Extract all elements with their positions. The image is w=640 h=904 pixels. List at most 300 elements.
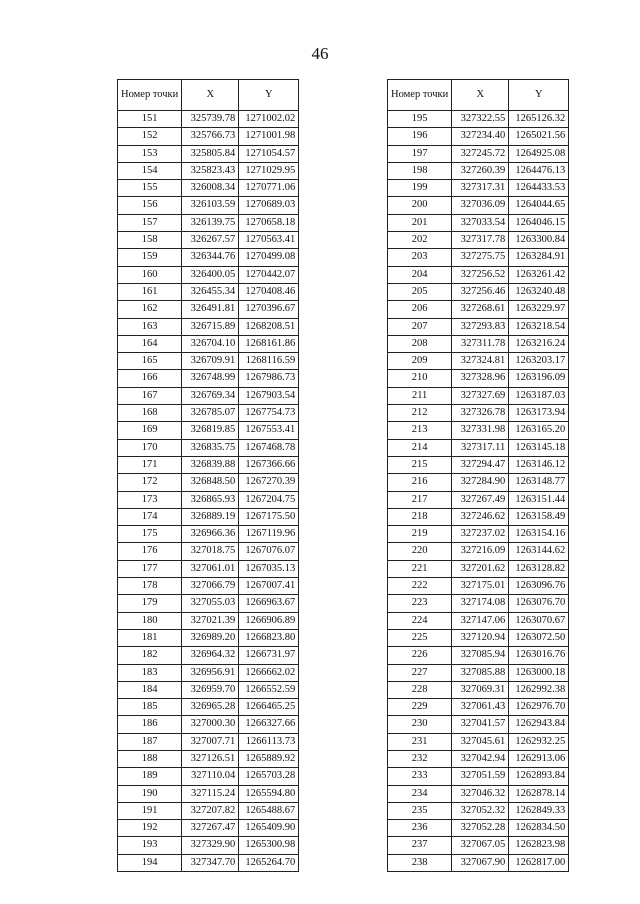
point-number-cell: 219 <box>388 526 452 543</box>
x-cell: 327311.78 <box>452 335 509 352</box>
x-cell: 326400.05 <box>182 266 239 283</box>
table-row <box>388 387 569 404</box>
point-number-cell: 223 <box>388 595 452 612</box>
y-cell: 1265300.98 <box>239 837 299 854</box>
x-cell: 327147.06 <box>452 612 509 629</box>
y-cell: 1265021.56 <box>509 128 569 145</box>
point-number-cell: 218 <box>388 508 452 525</box>
y-cell: 1266823.80 <box>239 629 299 646</box>
y-cell: 1267204.75 <box>239 491 299 508</box>
table-row <box>388 837 569 854</box>
y-cell: 1263148.77 <box>509 474 569 491</box>
x-cell: 327284.90 <box>452 474 509 491</box>
table-row <box>118 301 299 318</box>
table-row <box>118 128 299 145</box>
table-row <box>118 145 299 162</box>
x-cell: 327317.31 <box>452 180 509 197</box>
table-row <box>118 750 299 767</box>
y-cell: 1264433.53 <box>509 180 569 197</box>
table-row <box>118 508 299 525</box>
y-cell: 1263261.42 <box>509 266 569 283</box>
x-cell: 327324.81 <box>452 353 509 370</box>
table-row <box>118 664 299 681</box>
table-row <box>388 232 569 249</box>
point-number-cell: 175 <box>118 526 182 543</box>
y-cell: 1263229.97 <box>509 301 569 318</box>
point-number-cell: 212 <box>388 405 452 422</box>
table-row <box>388 474 569 491</box>
table-row <box>388 491 569 508</box>
table-row <box>388 802 569 819</box>
x-cell: 326819.85 <box>182 422 239 439</box>
y-cell: 1266731.97 <box>239 647 299 664</box>
point-number-cell: 182 <box>118 647 182 664</box>
header-x: X <box>182 80 239 111</box>
y-cell: 1271054.57 <box>239 145 299 162</box>
point-number-cell: 180 <box>118 612 182 629</box>
table-row <box>388 128 569 145</box>
y-cell: 1264476.13 <box>509 162 569 179</box>
table-row <box>118 560 299 577</box>
y-cell: 1265594.80 <box>239 785 299 802</box>
point-number-cell: 198 <box>388 162 452 179</box>
table-row <box>118 716 299 733</box>
x-cell: 327036.09 <box>452 197 509 214</box>
point-number-cell: 154 <box>118 162 182 179</box>
point-number-cell: 184 <box>118 681 182 698</box>
point-number-cell: 238 <box>388 854 452 871</box>
point-number-cell: 170 <box>118 439 182 456</box>
point-number-cell: 231 <box>388 733 452 750</box>
point-number-cell: 201 <box>388 214 452 231</box>
y-cell: 1271001.98 <box>239 128 299 145</box>
y-cell: 1263096.76 <box>509 578 569 595</box>
table-row <box>388 456 569 473</box>
table-row <box>388 733 569 750</box>
table-row <box>388 543 569 560</box>
x-cell: 327216.09 <box>452 543 509 560</box>
y-cell: 1267270.39 <box>239 474 299 491</box>
y-cell: 1266113.73 <box>239 733 299 750</box>
table-row <box>118 370 299 387</box>
x-cell: 327110.04 <box>182 768 239 785</box>
y-cell: 1265264.70 <box>239 854 299 871</box>
x-cell: 326267.57 <box>182 232 239 249</box>
point-number-cell: 168 <box>118 405 182 422</box>
table-row <box>118 699 299 716</box>
y-cell: 1263000.18 <box>509 664 569 681</box>
table-row <box>118 387 299 404</box>
x-cell: 326965.28 <box>182 699 239 716</box>
table-row <box>118 318 299 335</box>
point-number-cell: 200 <box>388 197 452 214</box>
table-row <box>118 768 299 785</box>
table-row <box>388 162 569 179</box>
point-number-cell: 179 <box>118 595 182 612</box>
point-number-cell: 233 <box>388 768 452 785</box>
point-number-cell: 203 <box>388 249 452 266</box>
x-cell: 327268.61 <box>452 301 509 318</box>
y-cell: 1263196.09 <box>509 370 569 387</box>
point-number-cell: 164 <box>118 335 182 352</box>
table-row <box>388 647 569 664</box>
y-cell: 1263173.94 <box>509 405 569 422</box>
y-cell: 1262893.84 <box>509 768 569 785</box>
point-number-cell: 217 <box>388 491 452 508</box>
table-row <box>118 283 299 300</box>
table-row <box>118 733 299 750</box>
y-cell: 1262849.33 <box>509 802 569 819</box>
x-cell: 325805.84 <box>182 145 239 162</box>
table-row <box>118 422 299 439</box>
table-row <box>388 716 569 733</box>
x-cell: 326989.20 <box>182 629 239 646</box>
y-cell: 1270499.08 <box>239 249 299 266</box>
point-number-cell: 227 <box>388 664 452 681</box>
y-cell: 1265889.92 <box>239 750 299 767</box>
y-cell: 1268116.59 <box>239 353 299 370</box>
page-number: 46 <box>311 44 329 63</box>
table-row <box>388 526 569 543</box>
point-number-cell: 156 <box>118 197 182 214</box>
y-cell: 1270563.41 <box>239 232 299 249</box>
x-cell: 325766.73 <box>182 128 239 145</box>
point-number-cell: 222 <box>388 578 452 595</box>
x-cell: 327041.57 <box>452 716 509 733</box>
y-cell: 1267986.73 <box>239 370 299 387</box>
x-cell: 327115.24 <box>182 785 239 802</box>
x-cell: 327000.30 <box>182 716 239 733</box>
y-cell: 1263151.44 <box>509 491 569 508</box>
x-cell: 326139.75 <box>182 214 239 231</box>
y-cell: 1266327.66 <box>239 716 299 733</box>
point-number-cell: 213 <box>388 422 452 439</box>
x-cell: 326103.59 <box>182 197 239 214</box>
x-cell: 327256.46 <box>452 283 509 300</box>
y-cell: 1270771.06 <box>239 180 299 197</box>
point-number-cell: 162 <box>118 301 182 318</box>
x-cell: 327317.78 <box>452 232 509 249</box>
x-cell: 325739.78 <box>182 111 239 128</box>
x-cell: 326344.76 <box>182 249 239 266</box>
x-cell: 327329.90 <box>182 837 239 854</box>
point-number-cell: 185 <box>118 699 182 716</box>
x-cell: 327085.94 <box>452 647 509 664</box>
point-number-cell: 188 <box>118 750 182 767</box>
header-point-number: Номер точки <box>388 80 452 111</box>
point-number-cell: 171 <box>118 456 182 473</box>
table-row <box>388 422 569 439</box>
y-cell: 1267366.66 <box>239 456 299 473</box>
y-cell: 1270658.18 <box>239 214 299 231</box>
table-row <box>388 439 569 456</box>
x-cell: 326956.91 <box>182 664 239 681</box>
y-cell: 1263165.20 <box>509 422 569 439</box>
point-number-cell: 237 <box>388 837 452 854</box>
table-row <box>118 405 299 422</box>
x-cell: 327246.62 <box>452 508 509 525</box>
point-number-cell: 199 <box>388 180 452 197</box>
table-row <box>118 854 299 871</box>
x-cell: 327042.94 <box>452 750 509 767</box>
point-number-cell: 211 <box>388 387 452 404</box>
point-number-cell: 207 <box>388 318 452 335</box>
y-cell: 1263203.17 <box>509 353 569 370</box>
point-number-cell: 174 <box>118 508 182 525</box>
table-row <box>388 335 569 352</box>
point-number-cell: 155 <box>118 180 182 197</box>
point-number-cell: 195 <box>388 111 452 128</box>
point-number-cell: 210 <box>388 370 452 387</box>
point-number-cell: 216 <box>388 474 452 491</box>
y-cell: 1267754.73 <box>239 405 299 422</box>
table-row <box>388 508 569 525</box>
y-cell: 1264044.65 <box>509 197 569 214</box>
point-number-cell: 152 <box>118 128 182 145</box>
point-number-cell: 194 <box>118 854 182 871</box>
x-cell: 327207.82 <box>182 802 239 819</box>
point-number-cell: 220 <box>388 543 452 560</box>
x-cell: 326865.93 <box>182 491 239 508</box>
y-cell: 1263016.76 <box>509 647 569 664</box>
point-number-cell: 187 <box>118 733 182 750</box>
x-cell: 327293.83 <box>452 318 509 335</box>
table-row <box>388 301 569 318</box>
point-number-cell: 173 <box>118 491 182 508</box>
point-number-cell: 215 <box>388 456 452 473</box>
table-row <box>118 837 299 854</box>
table-row <box>118 578 299 595</box>
x-cell: 326966.36 <box>182 526 239 543</box>
y-cell: 1262932.25 <box>509 733 569 750</box>
x-cell: 326491.81 <box>182 301 239 318</box>
y-cell: 1264925.08 <box>509 145 569 162</box>
table-row <box>118 249 299 266</box>
x-cell: 327045.61 <box>452 733 509 750</box>
y-cell: 1270689.03 <box>239 197 299 214</box>
x-cell: 327294.47 <box>452 456 509 473</box>
point-number-cell: 167 <box>118 387 182 404</box>
y-cell: 1270396.67 <box>239 301 299 318</box>
x-cell: 327007.71 <box>182 733 239 750</box>
point-number-cell: 177 <box>118 560 182 577</box>
x-cell: 327120.94 <box>452 629 509 646</box>
x-cell: 326704.10 <box>182 335 239 352</box>
table-row <box>388 197 569 214</box>
table-row <box>388 266 569 283</box>
x-cell: 326785.07 <box>182 405 239 422</box>
y-cell: 1262834.50 <box>509 820 569 837</box>
point-number-cell: 151 <box>118 111 182 128</box>
x-cell: 327237.02 <box>452 526 509 543</box>
y-cell: 1271029.95 <box>239 162 299 179</box>
x-cell: 327322.55 <box>452 111 509 128</box>
y-cell: 1263145.18 <box>509 439 569 456</box>
y-cell: 1263072.50 <box>509 629 569 646</box>
y-cell: 1262817.00 <box>509 854 569 871</box>
x-cell: 327347.70 <box>182 854 239 871</box>
table-row <box>388 629 569 646</box>
point-number-cell: 221 <box>388 560 452 577</box>
y-cell: 1268208.51 <box>239 318 299 335</box>
x-cell: 327327.69 <box>452 387 509 404</box>
table-row <box>118 543 299 560</box>
x-cell: 327126.51 <box>182 750 239 767</box>
x-cell: 327069.31 <box>452 681 509 698</box>
header-y: Y <box>509 80 569 111</box>
y-cell: 1262976.70 <box>509 699 569 716</box>
point-number-cell: 228 <box>388 681 452 698</box>
x-cell: 326715.89 <box>182 318 239 335</box>
point-number-cell: 172 <box>118 474 182 491</box>
x-cell: 327051.59 <box>452 768 509 785</box>
point-number-cell: 186 <box>118 716 182 733</box>
point-number-cell: 208 <box>388 335 452 352</box>
point-number-cell: 236 <box>388 820 452 837</box>
x-cell: 327267.47 <box>182 820 239 837</box>
y-cell: 1267035.13 <box>239 560 299 577</box>
table-row <box>118 214 299 231</box>
y-cell: 1263187.03 <box>509 387 569 404</box>
table-row <box>388 854 569 871</box>
x-cell: 327061.43 <box>452 699 509 716</box>
table-row <box>388 370 569 387</box>
x-cell: 327052.32 <box>452 802 509 819</box>
point-number-cell: 166 <box>118 370 182 387</box>
x-cell: 326748.99 <box>182 370 239 387</box>
x-cell: 326008.34 <box>182 180 239 197</box>
y-cell: 1265703.28 <box>239 768 299 785</box>
table-row <box>118 681 299 698</box>
point-number-cell: 232 <box>388 750 452 767</box>
y-cell: 1263154.16 <box>509 526 569 543</box>
y-cell: 1263284.91 <box>509 249 569 266</box>
table-row <box>388 318 569 335</box>
y-cell: 1267468.78 <box>239 439 299 456</box>
table-row <box>388 578 569 595</box>
x-cell: 326889.19 <box>182 508 239 525</box>
y-cell: 1266906.89 <box>239 612 299 629</box>
table-row <box>118 526 299 543</box>
table-row <box>388 785 569 802</box>
y-cell: 1265488.67 <box>239 802 299 819</box>
x-cell: 326964.32 <box>182 647 239 664</box>
table-row <box>388 111 569 128</box>
x-cell: 327331.98 <box>452 422 509 439</box>
point-number-cell: 229 <box>388 699 452 716</box>
table-row <box>118 595 299 612</box>
table-row <box>118 111 299 128</box>
point-number-cell: 158 <box>118 232 182 249</box>
x-cell: 326839.88 <box>182 456 239 473</box>
y-cell: 1263218.54 <box>509 318 569 335</box>
y-cell: 1266963.67 <box>239 595 299 612</box>
x-cell: 326769.34 <box>182 387 239 404</box>
x-cell: 327085.88 <box>452 664 509 681</box>
table-row <box>118 491 299 508</box>
y-cell: 1270442.07 <box>239 266 299 283</box>
point-number-cell: 192 <box>118 820 182 837</box>
point-number-cell: 224 <box>388 612 452 629</box>
x-cell: 326455.34 <box>182 283 239 300</box>
point-number-cell: 202 <box>388 232 452 249</box>
point-number-cell: 209 <box>388 353 452 370</box>
point-number-cell: 193 <box>118 837 182 854</box>
y-cell: 1262878.14 <box>509 785 569 802</box>
table-row <box>118 802 299 819</box>
table-row <box>388 664 569 681</box>
table-row <box>388 612 569 629</box>
table-row <box>388 145 569 162</box>
point-number-cell: 226 <box>388 647 452 664</box>
x-cell: 327267.49 <box>452 491 509 508</box>
y-cell: 1266662.02 <box>239 664 299 681</box>
y-cell: 1262943.84 <box>509 716 569 733</box>
table-row <box>388 353 569 370</box>
y-cell: 1265409.90 <box>239 820 299 837</box>
point-number-cell: 190 <box>118 785 182 802</box>
y-cell: 1267076.07 <box>239 543 299 560</box>
point-number-cell: 153 <box>118 145 182 162</box>
x-cell: 327256.52 <box>452 266 509 283</box>
table-row <box>118 232 299 249</box>
point-number-cell: 157 <box>118 214 182 231</box>
point-number-cell: 225 <box>388 629 452 646</box>
x-cell: 327061.01 <box>182 560 239 577</box>
table-row <box>118 612 299 629</box>
table-row <box>118 162 299 179</box>
y-cell: 1267175.50 <box>239 508 299 525</box>
x-cell: 327175.01 <box>452 578 509 595</box>
x-cell: 327033.54 <box>452 214 509 231</box>
point-number-cell: 206 <box>388 301 452 318</box>
coordinates-table-right <box>387 79 569 872</box>
y-cell: 1262913.06 <box>509 750 569 767</box>
y-cell: 1263146.12 <box>509 456 569 473</box>
table-row <box>388 699 569 716</box>
point-number-cell: 178 <box>118 578 182 595</box>
x-cell: 327326.78 <box>452 405 509 422</box>
table-row <box>118 647 299 664</box>
table-header-row <box>388 80 569 111</box>
table-row <box>388 750 569 767</box>
point-number-cell: 165 <box>118 353 182 370</box>
x-cell: 327245.72 <box>452 145 509 162</box>
x-cell: 327174.08 <box>452 595 509 612</box>
header-y: Y <box>239 80 299 111</box>
y-cell: 1271002.02 <box>239 111 299 128</box>
point-number-cell: 191 <box>118 802 182 819</box>
table-row <box>388 595 569 612</box>
header-point-number: Номер точки <box>118 80 182 111</box>
y-cell: 1263240.48 <box>509 283 569 300</box>
x-cell: 327046.32 <box>452 785 509 802</box>
y-cell: 1268161.86 <box>239 335 299 352</box>
y-cell: 1264046.15 <box>509 214 569 231</box>
table-row <box>118 335 299 352</box>
x-cell: 327052.28 <box>452 820 509 837</box>
y-cell: 1266465.25 <box>239 699 299 716</box>
point-number-cell: 169 <box>118 422 182 439</box>
y-cell: 1263216.24 <box>509 335 569 352</box>
x-cell: 327067.90 <box>452 854 509 871</box>
x-cell: 326848.50 <box>182 474 239 491</box>
table-row <box>388 180 569 197</box>
table-row <box>388 214 569 231</box>
table-header-row <box>118 80 299 111</box>
x-cell: 327018.75 <box>182 543 239 560</box>
point-number-cell: 161 <box>118 283 182 300</box>
